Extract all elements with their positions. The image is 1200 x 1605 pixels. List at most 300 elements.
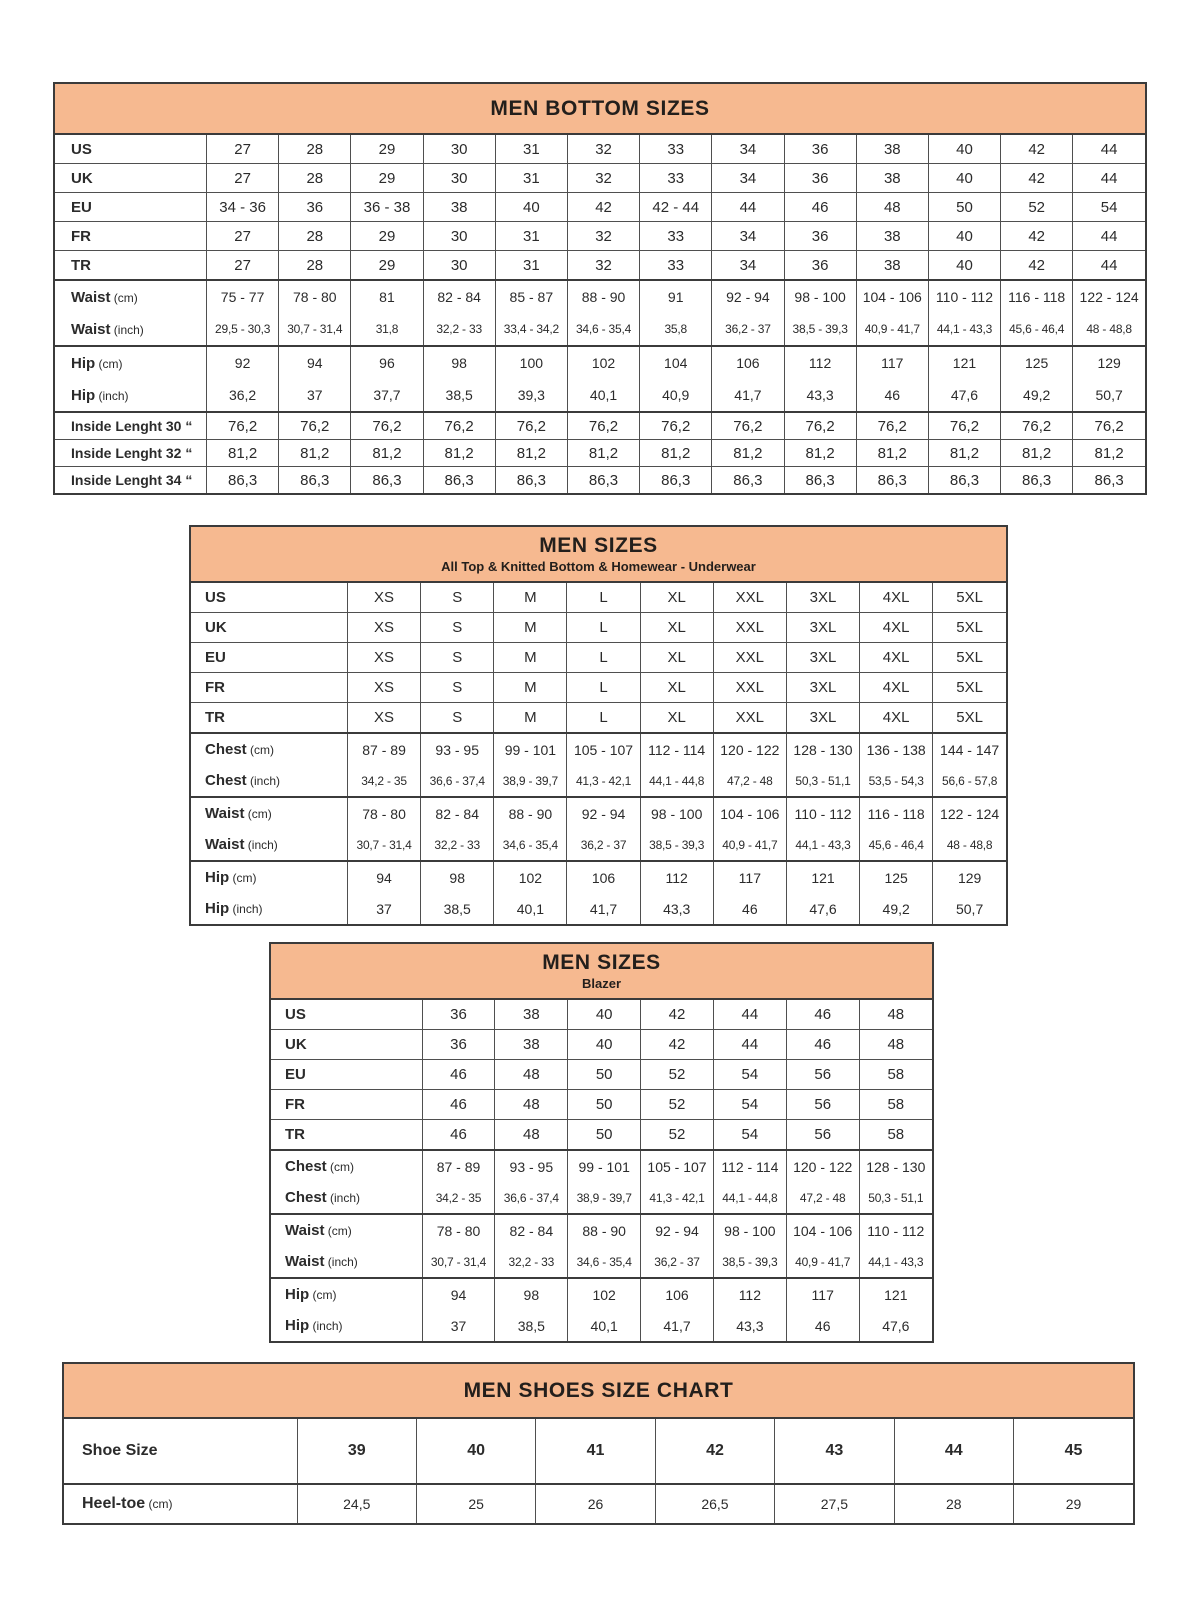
- size-cell: 92 - 94: [567, 797, 640, 829]
- size-cell: 48: [856, 193, 928, 222]
- size-cell: 4XL: [860, 673, 933, 703]
- size-cell: 56: [786, 1120, 859, 1151]
- size-cell: 38,5 - 39,3: [784, 313, 856, 346]
- size-cell: 50: [568, 1120, 641, 1151]
- size-cell: 40: [928, 164, 1000, 193]
- table-row: [271, 1214, 932, 1246]
- size-table: [64, 1419, 1133, 1523]
- row-label: Hip (cm): [271, 1278, 422, 1310]
- size-cell: 30,7 - 31,4: [279, 313, 351, 346]
- table-row: [191, 829, 1006, 861]
- row-label: TR: [271, 1120, 422, 1151]
- size-cell: M: [494, 583, 567, 613]
- size-cell: 78 - 80: [422, 1214, 495, 1246]
- size-cell: 5XL: [933, 643, 1006, 673]
- size-cell: 37: [422, 1310, 495, 1341]
- size-cell: 40,1: [567, 379, 639, 412]
- size-cell: 48: [859, 1000, 932, 1030]
- row-label: Hip (cm): [55, 346, 207, 379]
- size-cell: 50,7: [1073, 379, 1145, 412]
- size-cell: 38,5: [421, 893, 494, 924]
- size-cell: 34,6 - 35,4: [494, 829, 567, 861]
- table-row: [191, 797, 1006, 829]
- size-cell: 78 - 80: [347, 797, 420, 829]
- size-cell: 81,2: [856, 440, 928, 467]
- size-cell: 86,3: [495, 467, 567, 494]
- size-cell: 81,2: [279, 440, 351, 467]
- size-cell: 46: [422, 1120, 495, 1151]
- row-label: TR: [55, 251, 207, 281]
- size-cell: 3XL: [786, 643, 859, 673]
- table-header: [64, 1364, 1133, 1419]
- size-cell: 28: [894, 1484, 1013, 1523]
- size-cell: 52: [641, 1120, 714, 1151]
- table-row: [64, 1419, 1133, 1484]
- size-cell: 42: [567, 193, 639, 222]
- size-cell: 47,2 - 48: [786, 1182, 859, 1214]
- size-cell: 27: [207, 135, 279, 164]
- size-cell: 29: [351, 222, 423, 251]
- size-cell: 47,6: [859, 1310, 932, 1341]
- size-cell: 38,9 - 39,7: [494, 765, 567, 797]
- size-cell: 36,2 - 37: [567, 829, 640, 861]
- size-cell: 122 - 124: [933, 797, 1006, 829]
- size-cell: 36: [784, 135, 856, 164]
- size-cell: 120 - 122: [786, 1150, 859, 1182]
- size-cell: XS: [347, 673, 420, 703]
- table-row: [55, 379, 1145, 412]
- size-cell: L: [567, 583, 640, 613]
- size-cell: 44: [712, 193, 784, 222]
- size-cell: 42: [1001, 222, 1073, 251]
- size-cell: 86,3: [1073, 467, 1145, 494]
- size-cell: M: [494, 643, 567, 673]
- size-cell: 5XL: [933, 673, 1006, 703]
- size-cell: 44: [1073, 164, 1145, 193]
- size-cell: 40,9 - 41,7: [786, 1246, 859, 1278]
- size-cell: 33: [640, 164, 712, 193]
- size-cell: 29: [351, 251, 423, 281]
- size-cell: 104 - 106: [713, 797, 786, 829]
- size-cell: 58: [859, 1090, 932, 1120]
- row-label: Waist (inch): [271, 1246, 422, 1278]
- size-cell: 43: [775, 1419, 894, 1484]
- size-cell: 44,1 - 44,8: [640, 765, 713, 797]
- table-row: [271, 1246, 932, 1278]
- size-cell: 3XL: [786, 583, 859, 613]
- size-cell: 41,7: [567, 893, 640, 924]
- size-cell: 88 - 90: [567, 280, 639, 313]
- size-cell: 86,3: [207, 467, 279, 494]
- size-cell: 116 - 118: [860, 797, 933, 829]
- size-cell: 54: [713, 1090, 786, 1120]
- size-cell: 34,6 - 35,4: [568, 1246, 641, 1278]
- table-row: [55, 412, 1145, 440]
- size-cell: 47,2 - 48: [713, 765, 786, 797]
- size-cell: 98 - 100: [784, 280, 856, 313]
- size-cell: 81,2: [351, 440, 423, 467]
- size-cell: 40: [928, 251, 1000, 281]
- size-cell: 5XL: [933, 583, 1006, 613]
- size-cell: 42: [1001, 251, 1073, 281]
- size-cell: 40,9 - 41,7: [856, 313, 928, 346]
- size-cell: 27: [207, 251, 279, 281]
- table-row: [271, 1120, 932, 1151]
- row-label: Chest (inch): [271, 1182, 422, 1214]
- size-cell: 86,3: [567, 467, 639, 494]
- size-cell: 30: [423, 164, 495, 193]
- size-cell: 81: [351, 280, 423, 313]
- table-row: [191, 613, 1006, 643]
- size-cell: 52: [1001, 193, 1073, 222]
- men-sizes-blazer-table: [269, 942, 934, 1343]
- size-cell: 34: [712, 164, 784, 193]
- size-cell: 38: [856, 164, 928, 193]
- size-cell: 56,6 - 57,8: [933, 765, 1006, 797]
- size-cell: 94: [422, 1278, 495, 1310]
- size-cell: 81,2: [207, 440, 279, 467]
- size-cell: 40: [928, 222, 1000, 251]
- table-row: [191, 733, 1006, 765]
- size-cell: 82 - 84: [421, 797, 494, 829]
- size-cell: 34: [712, 251, 784, 281]
- size-cell: 4XL: [860, 583, 933, 613]
- row-label: EU: [191, 643, 347, 673]
- men-sizes-tops-table: [189, 525, 1008, 926]
- size-cell: 37: [279, 379, 351, 412]
- size-cell: 31: [495, 222, 567, 251]
- size-cell: 81,2: [712, 440, 784, 467]
- size-cell: 42: [1001, 135, 1073, 164]
- size-cell: 38,9 - 39,7: [568, 1182, 641, 1214]
- row-label: Waist (cm): [191, 797, 347, 829]
- size-cell: 31: [495, 251, 567, 281]
- size-cell: S: [421, 643, 494, 673]
- size-cell: 81,2: [1001, 440, 1073, 467]
- size-cell: L: [567, 673, 640, 703]
- size-cell: 53,5 - 54,3: [860, 765, 933, 797]
- size-cell: 43,3: [784, 379, 856, 412]
- size-cell: 99 - 101: [568, 1150, 641, 1182]
- row-label: Inside Lenght 30 “: [55, 412, 207, 440]
- row-label: FR: [271, 1090, 422, 1120]
- table-row: [191, 765, 1006, 797]
- size-cell: 46: [856, 379, 928, 412]
- row-label: Hip (cm): [191, 861, 347, 893]
- size-cell: 33,4 - 34,2: [495, 313, 567, 346]
- size-cell: 122 - 124: [1073, 280, 1145, 313]
- size-cell: 30: [423, 222, 495, 251]
- size-cell: 91: [640, 280, 712, 313]
- table-row: [191, 703, 1006, 734]
- size-cell: M: [494, 703, 567, 734]
- size-cell: XS: [347, 703, 420, 734]
- size-cell: 47,6: [786, 893, 859, 924]
- size-cell: 46: [786, 1000, 859, 1030]
- table-row: [191, 583, 1006, 613]
- row-label: FR: [191, 673, 347, 703]
- size-cell: 50: [928, 193, 1000, 222]
- size-cell: 40,9: [640, 379, 712, 412]
- size-cell: 26,5: [655, 1484, 774, 1523]
- table-row: [55, 222, 1145, 251]
- size-cell: 27: [207, 222, 279, 251]
- size-cell: 45: [1013, 1419, 1133, 1484]
- size-cell: 76,2: [712, 412, 784, 440]
- size-cell: L: [567, 643, 640, 673]
- size-cell: 81,2: [640, 440, 712, 467]
- row-label: Waist (cm): [55, 280, 207, 313]
- row-label: EU: [55, 193, 207, 222]
- size-cell: 112 - 114: [640, 733, 713, 765]
- size-cell: 52: [641, 1090, 714, 1120]
- size-cell: 76,2: [423, 412, 495, 440]
- table-subtitle: All Top & Knitted Bottom & Homewear - Underwear: [441, 559, 756, 574]
- table-row: [55, 346, 1145, 379]
- size-cell: 81,2: [423, 440, 495, 467]
- row-label: Chest (cm): [271, 1150, 422, 1182]
- size-cell: 40: [568, 1000, 641, 1030]
- size-cell: 33: [640, 135, 712, 164]
- size-cell: 25: [416, 1484, 535, 1523]
- size-cell: 41,7: [712, 379, 784, 412]
- size-cell: 28: [279, 164, 351, 193]
- row-label: TR: [191, 703, 347, 734]
- size-cell: 42: [1001, 164, 1073, 193]
- size-cell: 38: [495, 1000, 568, 1030]
- size-cell: 40: [928, 135, 1000, 164]
- size-cell: 86,3: [279, 467, 351, 494]
- size-cell: 81,2: [495, 440, 567, 467]
- size-cell: 121: [786, 861, 859, 893]
- table-row: [271, 1060, 932, 1090]
- size-cell: 36: [279, 193, 351, 222]
- row-label: Waist (cm): [271, 1214, 422, 1246]
- size-cell: 48: [495, 1090, 568, 1120]
- size-cell: 30: [423, 251, 495, 281]
- table-row: [271, 1000, 932, 1030]
- size-cell: XXL: [713, 583, 786, 613]
- size-cell: 43,3: [640, 893, 713, 924]
- size-cell: 87 - 89: [422, 1150, 495, 1182]
- size-cell: 50,3 - 51,1: [859, 1182, 932, 1214]
- size-cell: 32: [567, 135, 639, 164]
- size-cell: 81,2: [928, 440, 1000, 467]
- size-cell: 81,2: [1073, 440, 1145, 467]
- size-cell: 93 - 95: [495, 1150, 568, 1182]
- size-cell: 48: [495, 1120, 568, 1151]
- size-cell: 125: [1001, 346, 1073, 379]
- size-cell: 34,2 - 35: [347, 765, 420, 797]
- size-cell: 36,6 - 37,4: [421, 765, 494, 797]
- size-cell: 117: [713, 861, 786, 893]
- size-cell: 81,2: [567, 440, 639, 467]
- size-cell: 42: [641, 1030, 714, 1060]
- size-cell: 41,3 - 42,1: [641, 1182, 714, 1214]
- table-row: [55, 164, 1145, 193]
- table-row: [55, 280, 1145, 313]
- size-cell: 117: [856, 346, 928, 379]
- size-cell: 86,3: [928, 467, 1000, 494]
- size-cell: 112 - 114: [713, 1150, 786, 1182]
- size-cell: 104 - 106: [856, 280, 928, 313]
- size-cell: 88 - 90: [494, 797, 567, 829]
- table-title: MEN SIZES: [539, 534, 658, 557]
- size-cell: XXL: [713, 613, 786, 643]
- size-cell: XL: [640, 643, 713, 673]
- size-cell: 45,6 - 46,4: [1001, 313, 1073, 346]
- size-cell: 76,2: [640, 412, 712, 440]
- size-cell: 37,7: [351, 379, 423, 412]
- table-row: [271, 1090, 932, 1120]
- table-row: [55, 467, 1145, 494]
- size-cell: 76,2: [351, 412, 423, 440]
- size-cell: 104: [640, 346, 712, 379]
- table-row: [191, 861, 1006, 893]
- size-cell: 42: [641, 1000, 714, 1030]
- size-cell: 94: [347, 861, 420, 893]
- row-label: UK: [271, 1030, 422, 1060]
- size-cell: 31: [495, 135, 567, 164]
- size-cell: M: [494, 673, 567, 703]
- size-cell: 38,5 - 39,3: [640, 829, 713, 861]
- size-cell: 32,2 - 33: [423, 313, 495, 346]
- size-cell: 86,3: [640, 467, 712, 494]
- size-cell: 24,5: [297, 1484, 416, 1523]
- row-label: Inside Lenght 32 “: [55, 440, 207, 467]
- size-cell: 50,3 - 51,1: [786, 765, 859, 797]
- size-cell: 41: [536, 1419, 655, 1484]
- size-cell: 82 - 84: [423, 280, 495, 313]
- size-cell: 112: [784, 346, 856, 379]
- size-cell: 76,2: [279, 412, 351, 440]
- size-cell: 106: [641, 1278, 714, 1310]
- table-row: [191, 673, 1006, 703]
- size-cell: 44: [1073, 251, 1145, 281]
- size-cell: 86,3: [423, 467, 495, 494]
- table-title: MEN SHOES SIZE CHART: [463, 1379, 734, 1402]
- size-cell: 39: [297, 1419, 416, 1484]
- size-cell: 30,7 - 31,4: [347, 829, 420, 861]
- size-cell: 38: [856, 222, 928, 251]
- size-cell: 36: [784, 251, 856, 281]
- table-row: [271, 1278, 932, 1310]
- size-cell: 32: [567, 251, 639, 281]
- size-cell: 44,1 - 43,3: [786, 829, 859, 861]
- size-cell: 46: [784, 193, 856, 222]
- size-cell: 76,2: [1001, 412, 1073, 440]
- size-cell: 128 - 130: [859, 1150, 932, 1182]
- size-cell: 31: [495, 164, 567, 193]
- table-header: [55, 84, 1145, 135]
- size-cell: 82 - 84: [495, 1214, 568, 1246]
- size-cell: 104 - 106: [786, 1214, 859, 1246]
- table-title: MEN SIZES: [542, 951, 661, 974]
- size-cell: XL: [640, 583, 713, 613]
- size-cell: 34 - 36: [207, 193, 279, 222]
- size-cell: 44: [713, 1030, 786, 1060]
- size-cell: 125: [860, 861, 933, 893]
- size-cell: XXL: [713, 703, 786, 734]
- size-cell: 3XL: [786, 703, 859, 734]
- row-label: UK: [191, 613, 347, 643]
- size-cell: 106: [567, 861, 640, 893]
- size-cell: 36,6 - 37,4: [495, 1182, 568, 1214]
- row-label: Hip (inch): [55, 379, 207, 412]
- size-cell: 98 - 100: [640, 797, 713, 829]
- size-cell: 112: [713, 1278, 786, 1310]
- size-cell: 92: [207, 346, 279, 379]
- size-cell: M: [494, 613, 567, 643]
- size-cell: 102: [567, 346, 639, 379]
- size-cell: 35,8: [640, 313, 712, 346]
- size-cell: 88 - 90: [568, 1214, 641, 1246]
- size-cell: 30,7 - 31,4: [422, 1246, 495, 1278]
- size-cell: 76,2: [495, 412, 567, 440]
- size-cell: 98: [421, 861, 494, 893]
- size-cell: 76,2: [928, 412, 1000, 440]
- size-cell: 44,1 - 43,3: [859, 1246, 932, 1278]
- size-cell: 36,2 - 37: [641, 1246, 714, 1278]
- size-cell: 46: [786, 1310, 859, 1341]
- size-cell: S: [421, 613, 494, 643]
- size-cell: 46: [422, 1090, 495, 1120]
- size-cell: 36,2: [207, 379, 279, 412]
- size-cell: 98 - 100: [713, 1214, 786, 1246]
- size-cell: L: [567, 613, 640, 643]
- size-cell: 92 - 94: [641, 1214, 714, 1246]
- table-subtitle: Blazer: [581, 976, 622, 991]
- size-cell: 76,2: [1073, 412, 1145, 440]
- size-cell: 56: [786, 1060, 859, 1090]
- size-cell: 3XL: [786, 673, 859, 703]
- table-row: [64, 1484, 1133, 1523]
- table-row: [271, 1150, 932, 1182]
- table-row: [191, 893, 1006, 924]
- size-cell: 30: [423, 135, 495, 164]
- row-label: Chest (inch): [191, 765, 347, 797]
- size-cell: 46: [786, 1030, 859, 1060]
- size-cell: 86,3: [712, 467, 784, 494]
- size-cell: 110 - 112: [859, 1214, 932, 1246]
- row-label: Waist (inch): [191, 829, 347, 861]
- size-cell: 44,1 - 43,3: [928, 313, 1000, 346]
- size-cell: L: [567, 703, 640, 734]
- size-cell: 40: [568, 1030, 641, 1060]
- size-cell: 129: [1073, 346, 1145, 379]
- size-cell: 93 - 95: [421, 733, 494, 765]
- size-cell: 56: [786, 1090, 859, 1120]
- size-cell: 38: [856, 251, 928, 281]
- size-cell: 116 - 118: [1001, 280, 1073, 313]
- size-table: [191, 583, 1006, 924]
- size-cell: 86,3: [351, 467, 423, 494]
- size-cell: 121: [928, 346, 1000, 379]
- table-row: [55, 313, 1145, 346]
- table-row: [55, 135, 1145, 164]
- size-cell: S: [421, 673, 494, 703]
- size-cell: 112: [640, 861, 713, 893]
- row-label: US: [55, 135, 207, 164]
- row-label: Heel-toe (cm): [64, 1484, 297, 1523]
- size-cell: 38: [423, 193, 495, 222]
- size-cell: 5XL: [933, 613, 1006, 643]
- size-cell: 4XL: [860, 613, 933, 643]
- size-cell: 28: [279, 135, 351, 164]
- row-label: EU: [271, 1060, 422, 1090]
- size-cell: 27: [207, 164, 279, 193]
- size-cell: 100: [495, 346, 567, 379]
